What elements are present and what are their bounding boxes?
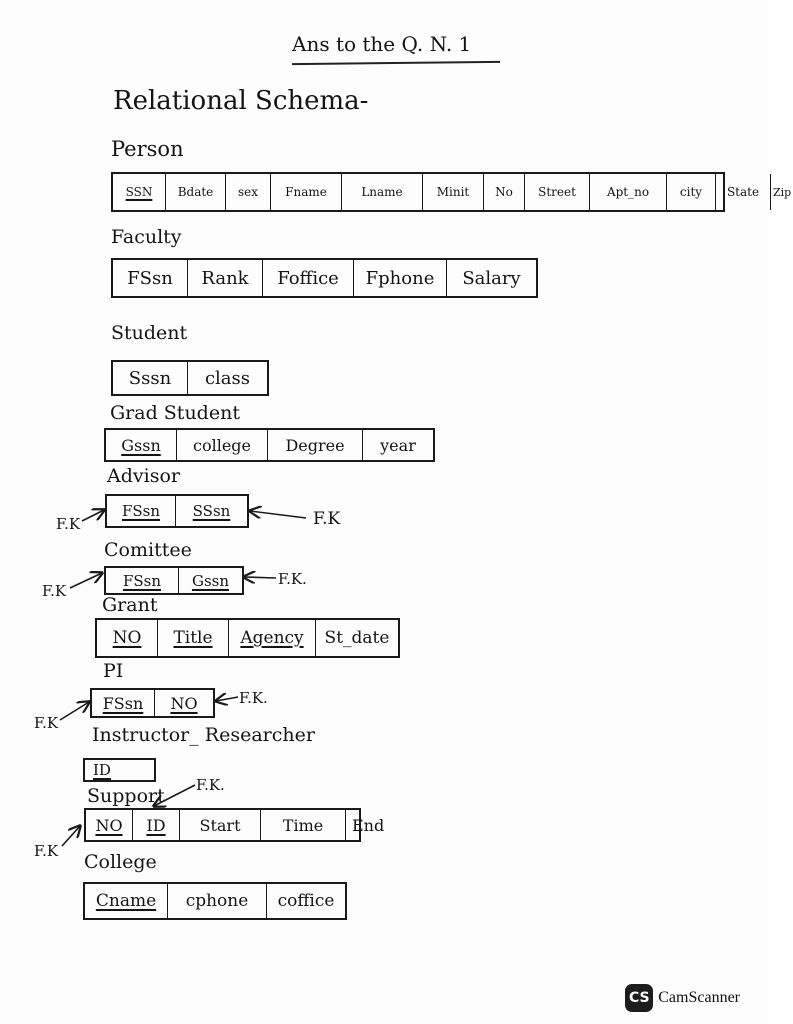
column-cell: ID	[133, 810, 180, 840]
column-cell: Foffice	[263, 260, 354, 296]
table-name-pi: PI	[103, 660, 124, 682]
column-cell: Lname	[342, 174, 423, 210]
column-cell: Cname	[85, 884, 168, 918]
table-name-college: College	[84, 851, 157, 873]
column-cell: Gssn	[191, 571, 230, 590]
column-cell: Apt_no	[590, 174, 667, 210]
column-cell: Zip	[773, 185, 792, 199]
section-heading: Relational Schema-	[113, 86, 369, 116]
table-name-faculty: Faculty	[111, 226, 182, 248]
column-cell: End	[352, 815, 385, 835]
column-cell: SSsn	[192, 502, 231, 520]
fk-arrow	[244, 577, 276, 578]
column-cell: Rank	[188, 260, 263, 296]
column-cell: Title	[158, 620, 229, 656]
fk-arrow	[216, 697, 238, 701]
table-name-instructor-researcher: Instructor_ Researcher	[92, 724, 315, 746]
column-cell: ID	[93, 761, 111, 779]
fk-annotation: F.K	[313, 509, 341, 529]
column-cell: Time	[261, 810, 346, 840]
column-cell: SSN	[113, 174, 166, 210]
column-cell: NO	[86, 810, 133, 840]
fk-annotation: F.K	[56, 515, 81, 533]
fk-arrow	[154, 785, 195, 806]
column-cell: Bdate	[166, 174, 226, 210]
table-name-support: Support	[87, 785, 165, 807]
table-name-person: Person	[111, 137, 184, 161]
fk-arrow	[60, 702, 89, 720]
scanner-watermark	[625, 984, 740, 1012]
table-name-comittee: Comittee	[104, 539, 192, 561]
column-cell: Salary	[462, 267, 521, 289]
column-cell: Agency	[229, 620, 316, 656]
column-cell: NO	[97, 620, 158, 656]
camscanner-logo-icon: CS	[625, 984, 653, 1012]
fk-arrow	[250, 511, 306, 518]
page-title: Ans to the Q. N. 1	[292, 32, 472, 56]
fk-annotation: F.K.	[239, 689, 268, 707]
column-cell: Street	[525, 174, 590, 210]
column-cell: FSsn	[107, 496, 176, 526]
column-cell: Gssn	[106, 430, 177, 460]
fk-annotation: F.K	[42, 582, 67, 600]
table-name-grant: Grant	[102, 594, 158, 616]
column-cell: college	[177, 430, 268, 460]
fk-annotation: F.K	[34, 842, 59, 860]
column-cell: Degree	[268, 430, 363, 460]
fk-arrow	[82, 510, 104, 521]
fk-arrow	[70, 573, 102, 588]
fk-annotation: F.K.	[196, 776, 225, 794]
fk-annotation: F.K	[34, 714, 59, 732]
camscanner-name: CamScanner	[658, 989, 740, 1006]
column-cell: Start	[180, 810, 261, 840]
fk-arrow	[62, 826, 80, 846]
column-cell: FSsn	[113, 260, 188, 296]
column-cell: city	[667, 174, 716, 210]
column-cell: St_date	[324, 628, 390, 648]
column-cell: year	[380, 435, 416, 455]
column-cell: Minit	[423, 174, 484, 210]
table-name-advisor: Advisor	[107, 465, 180, 487]
column-cell: NO	[170, 693, 198, 713]
fk-annotation: F.K.	[278, 570, 307, 588]
column-cell: Fphone	[354, 260, 447, 296]
column-cell: FSsn	[106, 568, 179, 593]
column-cell: class	[204, 367, 251, 389]
column-cell: Fname	[271, 174, 342, 210]
column-cell: cphone	[168, 884, 267, 918]
column-cell: FSsn	[92, 690, 155, 716]
column-cell: Sssn	[113, 362, 188, 394]
column-cell: State	[716, 174, 771, 210]
table-name-grad-student: Grad Student	[110, 402, 240, 424]
table-name-student: Student	[111, 322, 188, 344]
column-cell: coffice	[277, 891, 335, 911]
column-cell: sex	[226, 174, 271, 210]
column-cell: No	[484, 174, 525, 210]
